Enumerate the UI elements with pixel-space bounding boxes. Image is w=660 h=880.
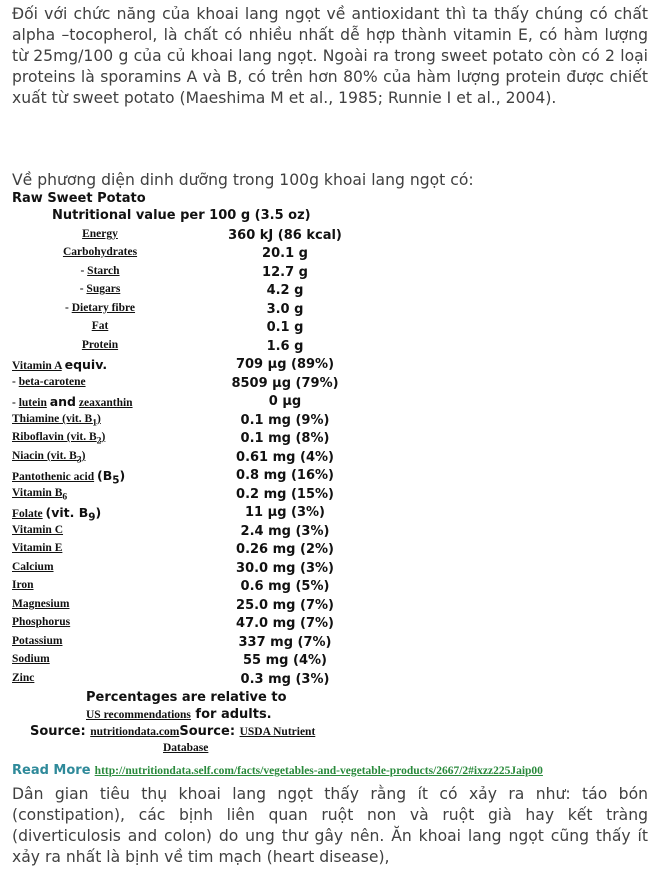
read-more-label: Read More [12,763,91,778]
nutrient-link[interactable]: Vitamin $B_6$ [12,487,68,503]
nutrient-value: 47.0 mg (7%) [236,616,334,631]
nutrient-link[interactable]: Sugars [86,283,121,295]
table-row [0,542,360,560]
us-recommendations-link[interactable]: US recommendations [86,709,191,721]
nutrient-value: 337 mg (7%) [238,635,332,650]
nutrient-link[interactable]: Zinc [12,672,35,684]
nutrient-value: 0.2 mg (15%) [236,487,334,502]
table-row [0,339,360,357]
intro-paragraph: Đối với chức năng của khoai lang ngọt về antioxidant thì ta thấy chúng có chất alpha –tocopherol, là chất có nhiều nhất dễ hợp thành vitamin E, có hàm lượng từ 25mg/100 g của củ khoai lang ngọt. Ngoài ra trong sweet potato còn có 2 loại proteins là sporamins A và B, có trên hơn 80% của hàm lượng protein được chiết xuất từ sweet potato (Maeshima M et al., 1985; Runnie I et al., 2004). [12,5,648,107]
table-row [0,246,360,264]
table-row [0,450,360,468]
nutrient-value: 0.8 mg (16%) [236,468,334,483]
table-row [0,653,360,671]
table-row [0,598,360,616]
nutrient-value: 0.61 mg (4%) [236,450,334,465]
usda-link[interactable]: USDA Nutrient [239,726,316,738]
nutrient-value: 0.26 mg (2%) [236,542,334,557]
percentages-note-line2: US recommendations for adults. [86,707,272,722]
usda-link-cont[interactable]: Database [163,742,209,754]
source-line2 [163,740,208,755]
table-caption: Nutritional value per 100 g (3.5 oz) [52,208,311,223]
nutrient-value: 0.1 mg (8%) [240,431,330,446]
table-row: - Dietary fibre 3.0 g [0,302,360,320]
nutrient-link[interactable]: Potassium [12,635,63,647]
table-row: - beta-carotene 8509 μg (79%) [0,376,360,394]
nutrient-link[interactable]: Riboflavin (vit. $B_2$) [12,431,106,447]
nutrient-link[interactable]: Carbohydrates [62,246,138,258]
table-row: Pantothenic acid $(B_5)$ 0.8 mg (16%) [0,468,360,486]
nutrient-value: 3.0 g [266,302,304,317]
nutrient-value: 0.6 mg (5%) [240,579,330,594]
nutrient-value: 11 μg (3%) [245,505,325,520]
closing-paragraph: Dân gian tiêu thụ khoai lang ngọt thấy rằng ít có xảy ra như: táo bón (constipation), các bịnh liên quan ruột non và ruột già hay kết tràng (diverticulosis and colon) do ung thư gây nên. Ăn khoai lang ngọt cũng thấy ít xảy ra nhất là bịnh về tim mạch (heart disease), [12,785,648,866]
nutrient-link[interactable]: Vitamin E [12,542,63,554]
nutrient-value: 30.0 mg (3%) [236,561,334,576]
table-row: - Sugars 4.2 g [0,283,360,301]
table-row [0,561,360,579]
nutrient-link[interactable]: zeaxanthin [78,397,133,409]
table-row: - lutein and zeaxanthin 0 μg [0,394,360,412]
table-row [0,672,360,690]
nutrient-link[interactable]: Protein [81,339,119,351]
read-more [12,763,543,778]
nutrient-link[interactable]: Sodium [12,653,50,665]
nutrient-value: 12.7 g [262,265,308,280]
nutritiondata-link[interactable]: nutritiondata.com [90,726,180,738]
table-row [0,431,360,449]
nutrient-link[interactable]: Fat [91,320,109,332]
nutrient-link[interactable]: Calcium [12,561,54,573]
nutrient-value: 0.3 mg (3%) [240,672,330,687]
nutrient-link[interactable]: Iron [12,579,34,591]
read-more-link[interactable]: http://nutritiondata.self.com/facts/vegetables-and-vegetable-products/2667/2#ixzz225Jaip00 [94,765,543,777]
table-row [0,524,360,542]
nutrient-link[interactable]: Vitamin A [12,360,62,372]
nutrient-value: 0.1 g [266,320,304,335]
table-row [0,635,360,653]
nutrient-value: 8509 μg (79%) [231,376,339,391]
nutrient-value: 20.1 g [262,246,308,261]
nutrient-link[interactable]: Dietary fibre [71,302,136,314]
nutrient-link[interactable]: Pantothenic acid [12,471,95,483]
nutrient-link[interactable]: Thiamine (vit. $B_1$) [12,413,101,429]
nutrient-link[interactable]: Starch [87,265,120,277]
nutrient-value: 709 μg (89%) [235,357,335,372]
source-line: Source: nutritiondata.comSource: USDA Nutrient [30,724,316,739]
table-row: - Starch 12.7 g [0,265,360,283]
table-row [0,320,360,338]
nutrient-link[interactable]: Vitamin C [12,524,64,536]
nutrient-link[interactable]: Folate [12,508,43,520]
table-row: Folate (vit. $B_9$) 11 μg (3%) [0,505,360,523]
nutrient-value: 25.0 mg (7%) [236,598,334,613]
nutrient-value: 2.4 mg (3%) [240,524,330,539]
nutrient-link[interactable]: lutein [18,397,47,409]
nutrient-value: 0.1 mg (9%) [240,413,330,428]
table-title: Raw Sweet Potato [12,191,146,206]
nutrition-intro: Về phương diện dinh dưỡng trong 100g khoai lang ngọt có: [12,171,474,189]
nutrient-value: 0 μg [268,394,302,409]
percentages-note: Percentages are relative to [86,690,287,705]
table-row [0,579,360,597]
nutrient-value: 360 kJ (86 kcal) [228,228,342,243]
table-row: Vitamin A equiv. 709 μg (89%) [0,357,360,375]
nutrient-link[interactable]: Niacin (vit. $B_3$) [12,450,86,466]
nutrient-link[interactable]: Magnesium [12,598,70,610]
nutrient-link[interactable]: Phosphorus [12,616,71,628]
table-row [0,487,360,505]
nutrient-value: 4.2 g [266,283,304,298]
table-row [0,228,360,246]
nutrient-link[interactable]: beta-carotene [18,376,86,388]
nutrient-value: 55 mg (4%) [243,653,327,668]
table-row [0,616,360,634]
nutrient-link[interactable]: Energy [82,228,118,240]
nutrient-value: 1.6 g [266,339,304,354]
table-row [0,413,360,431]
